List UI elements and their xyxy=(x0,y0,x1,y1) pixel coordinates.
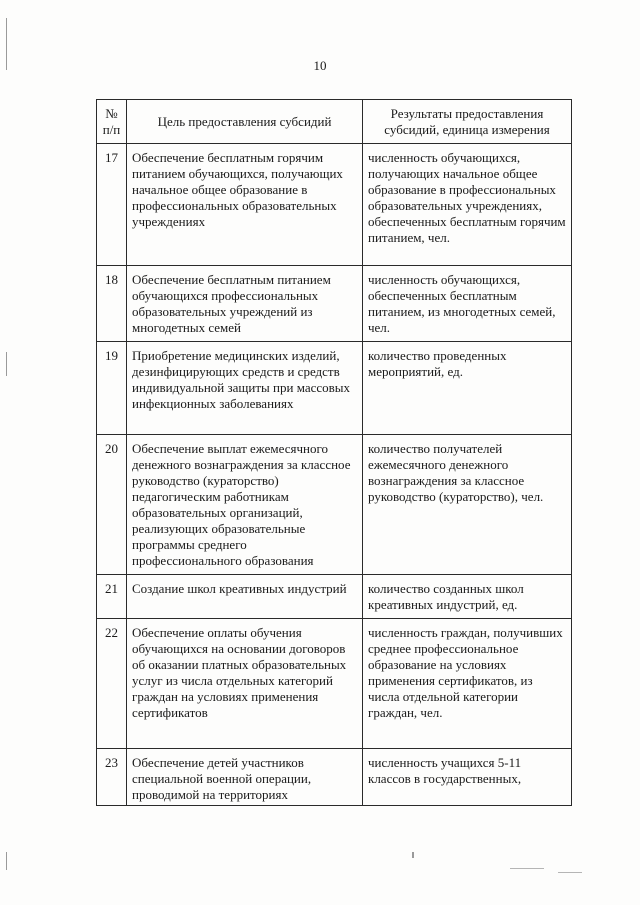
row-goal: Приобретение медицинских изделий, дезинфицирующих средств и средств индивидуальной защиты при массовых инфекционных заболеваниях xyxy=(127,342,363,435)
row-goal: Обеспечение детей участников специальной военной операции, проводимой на территориях xyxy=(127,749,363,806)
table-row xyxy=(97,435,572,575)
row-result: численность обучающихся, обеспеченных бесплатным питанием, из многодетных семей, чел. xyxy=(363,266,572,342)
header-num: № п/п xyxy=(97,100,127,144)
row-goal: Обеспечение оплаты обучения обучающихся на основании договоров об оказании платных образовательных услуг из числа отдельных категорий граждан на условиях применения сертификатов xyxy=(127,619,363,749)
row-goal: Обеспечение бесплатным горячим питанием обучающихся, получающих начальное общее образование в профессиональных образовательных учреждениях xyxy=(127,144,363,266)
table-row xyxy=(97,575,572,619)
row-result: численность граждан, получивших среднее профессиональное образование на условиях применения сертификатов, из числа отдельной категории граждан, чел. xyxy=(363,619,572,749)
subsidies-table xyxy=(96,99,572,806)
row-number: 22 xyxy=(97,619,127,749)
row-result: количество получателей ежемесячного денежного вознаграждения за классное руководство (кураторство), чел. xyxy=(363,435,572,575)
row-result: численность обучающихся, получающих начальное общее образование в профессиональных образовательных учреждениях, обеспеченных бесплатным горячим питанием, чел. xyxy=(363,144,572,266)
table-row xyxy=(97,144,572,266)
scan-margin-mark xyxy=(6,852,7,870)
scan-artifact xyxy=(558,872,582,873)
header-goal: Цель предоставления субсидий xyxy=(127,100,363,144)
row-number: 18 xyxy=(97,266,127,342)
row-goal: Создание школ креативных индустрий xyxy=(127,575,363,619)
page-number: 10 xyxy=(313,58,327,73)
table-row xyxy=(97,266,572,342)
table-row xyxy=(97,342,572,435)
row-goal: Обеспечение выплат ежемесячного денежного вознаграждения за классное руководство (кураторство) педагогическим работникам образовательных организаций, реализующих образовательные программы среднего профессионального образования xyxy=(127,435,363,575)
row-result: численность учащихся 5-11 классов в государственных, xyxy=(363,749,572,806)
scan-artifact xyxy=(412,852,414,858)
row-goal: Обеспечение бесплатным питанием обучающихся профессиональных образовательных учреждений из многодетных семей xyxy=(127,266,363,342)
table-row xyxy=(97,619,572,749)
row-result: количество проведенных мероприятий, ед. xyxy=(363,342,572,435)
header-result: Результаты предоставления субсидий, единица измерения xyxy=(363,100,572,144)
row-number: 23 xyxy=(97,749,127,806)
scan-artifact xyxy=(510,868,544,869)
row-number: 19 xyxy=(97,342,127,435)
row-number: 20 xyxy=(97,435,127,575)
row-number: 21 xyxy=(97,575,127,619)
row-number: 17 xyxy=(97,144,127,266)
table-header-row xyxy=(97,100,572,144)
table-row xyxy=(97,749,572,806)
scan-margin-mark xyxy=(6,352,7,376)
row-result: количество созданных школ креативных индустрий, ед. xyxy=(363,575,572,619)
